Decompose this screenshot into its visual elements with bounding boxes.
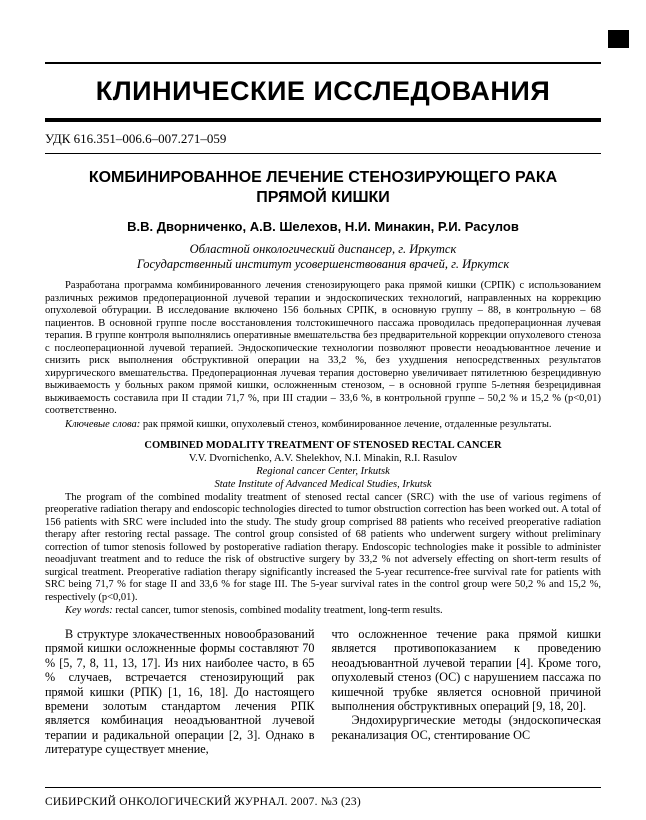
udc-code: УДК 616.351–006.6–007.271–059 bbox=[45, 131, 227, 146]
affiliation-1: Областной онкологический диспансер, г. Иркутск bbox=[189, 242, 457, 256]
english-affiliation-2: State Institute of Advanced Medical Studies, Irkutsk bbox=[214, 478, 432, 490]
keywords-ru-label: Ключевые слова: bbox=[65, 418, 141, 430]
keywords-en-text: rectal cancer, tumor stenosis, combined modality treatment, long-term results. bbox=[112, 605, 443, 616]
body-column-right bbox=[332, 627, 602, 757]
affiliation-2: Государственный институт усовершенствования врачей, г. Иркутск bbox=[136, 257, 510, 271]
keywords-ru bbox=[45, 418, 601, 431]
english-block bbox=[45, 439, 601, 618]
abstract-ru bbox=[45, 280, 601, 418]
article-affiliations bbox=[45, 242, 601, 272]
abstract-en bbox=[45, 492, 601, 605]
abstract-ru-text: Разработана программа комбинированного лечения стенозирующего рака прямой кишки (СРПК) с использованием различных режимов предоперационной лучевой терапии и эндоскопических технологий, направленных на коррекцию опухолевой обтурации. В исследование включено 156 больных СРПК, в основную группу – 88, в контрольную – 68 пациентов. В основной группе после восстановления толстокишечного пассажа проводилась предоперационная лучевая терапия. В группе контроля выполнялись оперативные вмешательства без предварительной коррекции опухолевого стеноза с послеоперационной лучевой терапией. Эндоскопические технологии позволяют провести неоадъювантное лечение и снизить риск выполнения обструктивной операции на 33,2 %, без ухудшения непосредственных результатов хирургического вмешательства. Предоперационная лучевая терапия достоверно увеличивает пятилетнюю безрецидивную выживаемость у больных раком прямой кишки, осложненным стенозом, – в основной группе 5-летняя безрецидивная выживаемость составила при II стадии 71,7 %, при III стадии – 33,6 %, в контрольной группе – 50,2 % и 15,2 % (p<0,01) соответственно. bbox=[45, 280, 601, 416]
body-columns bbox=[45, 627, 601, 757]
keywords-en bbox=[45, 604, 601, 617]
keywords-ru-text: рак прямой кишки, опухолевый стеноз, комбинированное лечение, отдаленные результаты. bbox=[140, 418, 552, 430]
article-title-line2: ПРЯМОЙ КИШКИ bbox=[256, 189, 390, 206]
article-title bbox=[45, 168, 601, 208]
english-authors: V.V. Dvornichenko, A.V. Shelekhov, N.I. Minakin, R.I. Rasulov bbox=[188, 452, 458, 464]
journal-footer: СИБИРСКИЙ ОНКОЛОГИЧЕСКИЙ ЖУРНАЛ. 2007. №3 (23) bbox=[45, 787, 601, 808]
body-paragraph: Эндохирургические методы (эндоскопическая реканализация ОС, стентирование ОС bbox=[331, 713, 601, 742]
body-paragraph: что осложненное течение рака прямой кишки является противопоказанием к проведению неоадъювантной лучевой терапии [4]. Кроме того, опухолевый стеноз (ОС) с нарушением пассажа по кишечной трубке является основной причиной выполнения обструктивных операций [9, 18, 20]. bbox=[331, 627, 601, 714]
article-title-line1: КОМБИНИРОВАННОЕ ЛЕЧЕНИЕ СТЕНОЗИРУЮЩЕГО РАКА bbox=[88, 169, 558, 186]
body-paragraph: В структуре злокачественных новообразований прямой кишки осложненные формы составляют 70 % [5, 7, 8, 11, 13, 17]. Из них наиболее часто, в 65 % случаев, встречается стенозирующий рак прямой кишки (РПК) [1, 16, 18]. До настоящего времени золотым стандартом лечения РПК является комбинация неоадъювантной лучевой терапии и радикальной операции [2, 3]. Однако в литературе существует мнение, bbox=[45, 627, 315, 757]
keywords-en-label: Key words: bbox=[65, 605, 113, 616]
header-rule-bottom bbox=[45, 118, 601, 122]
udc-rule bbox=[45, 153, 601, 154]
corner-mark bbox=[608, 30, 629, 48]
abstract-en-text: The program of the combined modality treatment of stenosed rectal cancer (SRC) with the use of various regimens of preoperative radiation therapy and endoscopic technologies directed to tumor obstruction correction has been worked out. A total of 156 patients with SRC were included into the study. The study group comprised 88 patients who received preoperative radiation therapy after restoring rectal passage. The control group consisted of 68 patients who underwent surgery without preliminary correction of tumor stenosis followed by postoperative radiation therapy. Endoscopic technologies make it possible to administer neoadjuvant treatment and to reduce the risk of obstructive surgery by 33,2 % not adversely effecting on short-term results of surgical treatment. Preoperative radiation therapy significantly increased the 5-year recurrence-free survival rate for patients with SRC being 71,7 % for stage II and 33,6 % for stage III. The 5-year survival rates in the control group were 50,2 % and 15,2 %, respectively (p<0,01). bbox=[45, 491, 601, 603]
section-title: КЛИНИЧЕСКИЕ ИССЛЕДОВАНИЯ bbox=[95, 76, 551, 106]
article-authors: В.В. Дворниченко, А.В. Шелехов, Н.И. Минакин, Р.И. Расулов bbox=[127, 219, 519, 234]
english-title: COMBINED MODALITY TREATMENT OF STENOSED RECTAL CANCER bbox=[144, 439, 502, 451]
body-column-left bbox=[45, 627, 315, 757]
english-affiliation-1: Regional cancer Center, Irkutsk bbox=[256, 465, 390, 477]
